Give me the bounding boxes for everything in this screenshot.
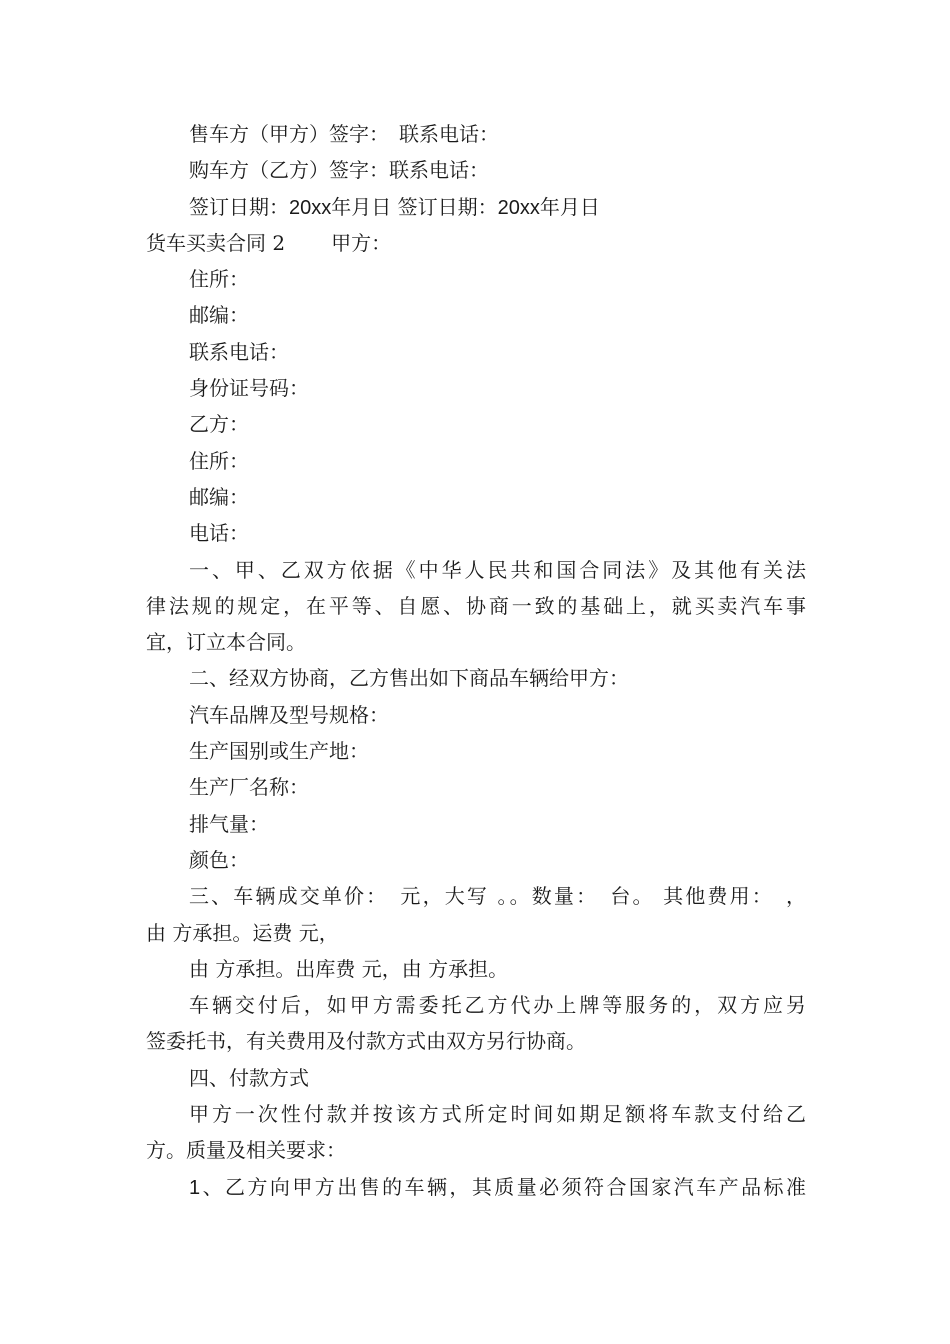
party-b-postcode: 邮编：	[189, 484, 249, 509]
date-year-2: 20xx	[497, 196, 540, 219]
vehicle-manufacturer: 生产厂名称：	[189, 775, 309, 800]
clause-4-heading: 四、付款方式	[189, 1065, 309, 1090]
clause-1-line-2: 律法规的规定，在平等、自愿、协商一致的基础上，就买卖汽车事	[146, 593, 806, 618]
party-a-id-number: 身份证号码：	[189, 376, 309, 401]
date-prefix: 签订日期：	[189, 194, 289, 219]
party-b-phone: 电话：	[189, 521, 249, 546]
vehicle-brand-model: 汽车品牌及型号规格：	[189, 702, 389, 727]
quality-item-number: 1	[189, 1176, 201, 1199]
delivery-note-line-2: 签委托书，有关费用及付款方式由双方另行协商。	[146, 1029, 586, 1054]
signing-date-line	[146, 189, 806, 225]
clause-1-line-1: 一、甲、乙双方依据《中华人民共和国合同法》及其他有关法	[189, 557, 806, 582]
clause-3-line-1: 三、车辆成交单价： 元，大写 。。数量： 台。 其他费用： ，	[189, 884, 806, 909]
clause-1-line-3: 宜，订立本合同。	[146, 630, 306, 655]
buyer-signature-line: 购车方（乙方）签字：联系电话：	[189, 158, 489, 183]
document-body	[146, 116, 806, 1205]
date-suffix: 年月日	[539, 194, 600, 219]
quality-item-text: 、乙方向甲方出售的车辆，其质量必须符合国家汽车产品标准	[200, 1174, 806, 1199]
vehicle-color: 颜色：	[189, 847, 249, 872]
clause-3-line-2: 由 方承担。运费 元，	[146, 920, 339, 945]
clause-2-heading: 二、经双方协商，乙方售出如下商品车辆给甲方：	[189, 666, 629, 691]
vehicle-origin: 生产国别或生产地：	[189, 739, 369, 764]
party-b-label: 乙方：	[189, 412, 249, 437]
party-a-label: 甲方：	[331, 230, 392, 255]
quality-item-1	[146, 1169, 806, 1205]
delivery-note-line-1: 车辆交付后，如甲方需委托乙方代办上牌等服务的，双方应另	[189, 993, 806, 1018]
party-a-postcode: 邮编：	[189, 303, 249, 328]
contract-title: 货车买卖合同 2	[146, 230, 286, 255]
contract-title-row	[146, 225, 806, 261]
date-year-1: 20xx	[289, 196, 332, 219]
seller-signature-line: 售车方（甲方）签字： 联系电话：	[189, 122, 499, 146]
clause-3-line-3: 由 方承担。出库费 元，由 方承担。	[189, 956, 509, 981]
vehicle-displacement: 排气量：	[189, 811, 269, 836]
party-a-address: 住所：	[189, 267, 249, 292]
clause-4-line-2: 方。质量及相关要求：	[146, 1138, 346, 1163]
party-a-phone: 联系电话：	[189, 339, 289, 364]
date-mid: 年月日 签订日期：	[331, 194, 498, 219]
party-b-address: 住所：	[189, 448, 249, 473]
clause-4-line-1: 甲方一次性付款并按该方式所定时间如期足额将车款支付给乙	[189, 1102, 806, 1127]
